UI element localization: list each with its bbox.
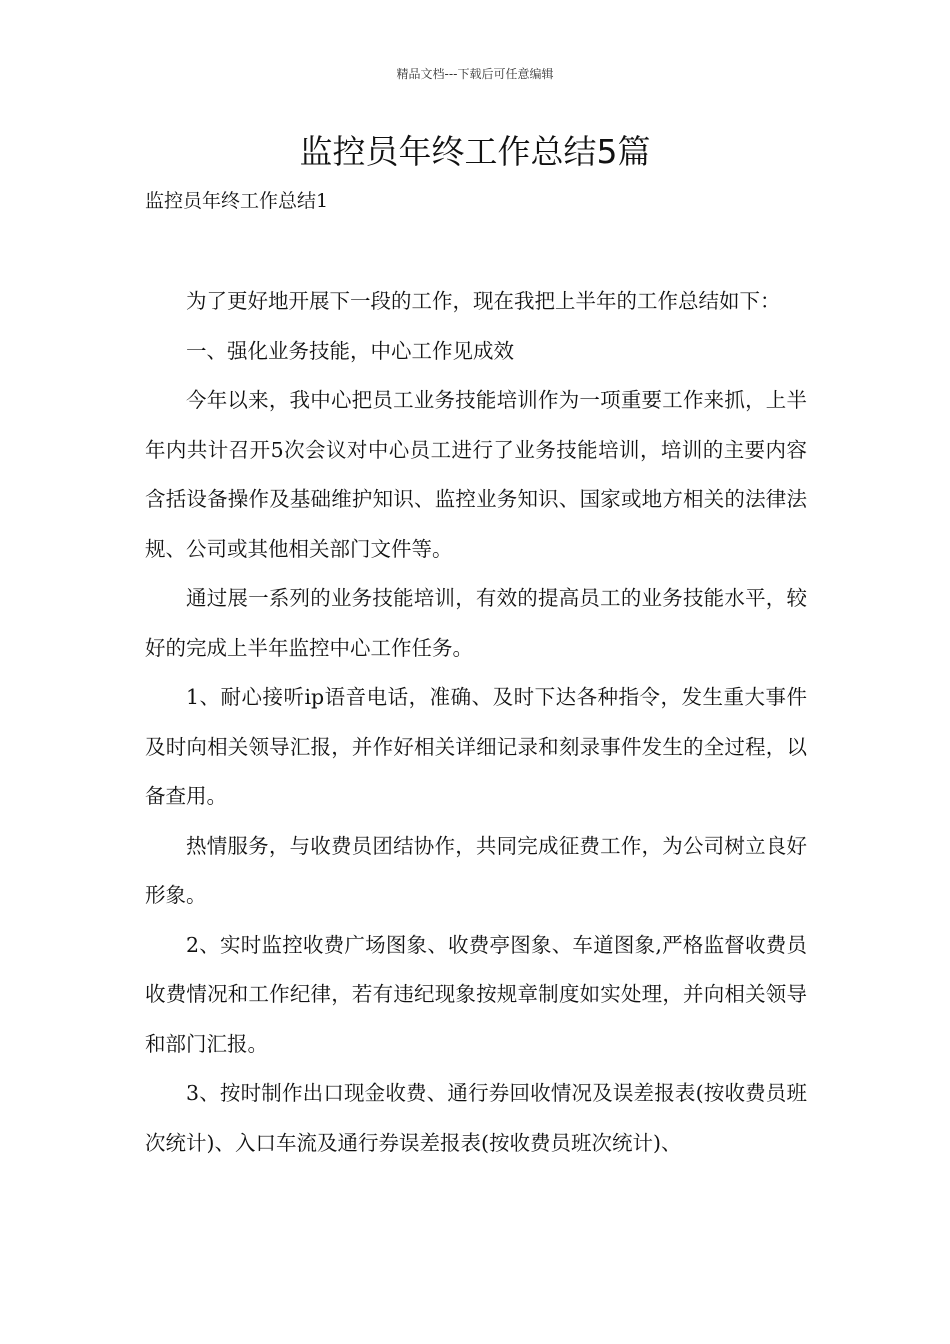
paragraph-intro: 为了更好地开展下一段的工作，现在我把上半年的工作总结如下： xyxy=(186,289,781,313)
document-body xyxy=(145,277,807,1168)
paragraph-service: 热情服务，与收费员团结协作，共同完成征费工作，为公司树立良好形象。 xyxy=(145,833,807,907)
paragraph-training: 今年以来，我中心把员工业务技能培训作为一项重要工作来抓，上半年内共计召开5次会议对中心员工进行了业务技能培训，培训的主要内容含括设备操作及基础维护知识、监控业务知识、国家或地方相关的法律法规、公司或其他相关部门文件等。 xyxy=(145,388,807,561)
paragraph-item-2: 2、实时监控收费广场图象、收费亭图象、车道图象,严格监督收费员收费情况和工作纪律，若有违纪现象按规章制度如实处理，并向相关领导和部门汇报。 xyxy=(145,932,807,1056)
document-title: 监控员年终工作总结5篇 xyxy=(299,132,651,171)
section-subtitle: 监控员年终工作总结1 xyxy=(145,190,329,212)
page-header: 精品文档---下载后可任意编辑 xyxy=(396,67,554,81)
paragraph-training-result: 通过展一系列的业务技能培训，有效的提高员工的业务技能水平，较好的完成上半年监控中心工作任务。 xyxy=(145,586,807,660)
paragraph-item-1: 1、耐心接听ip语音电话，准确、及时下达各种指令，发生重大事件及时向相关领导汇报，并作好相关详细记录和刻录事件发生的全过程，以备查用。 xyxy=(145,685,807,808)
paragraph-item-3: 3、按时制作出口现金收费、通行券回收情况及误差报表(按收费员班次统计)、入口车流及通行券误差报表(按收费员班次统计)、 xyxy=(145,1081,807,1155)
paragraph-heading-1: 一、强化业务技能，中心工作见成效 xyxy=(186,338,514,363)
